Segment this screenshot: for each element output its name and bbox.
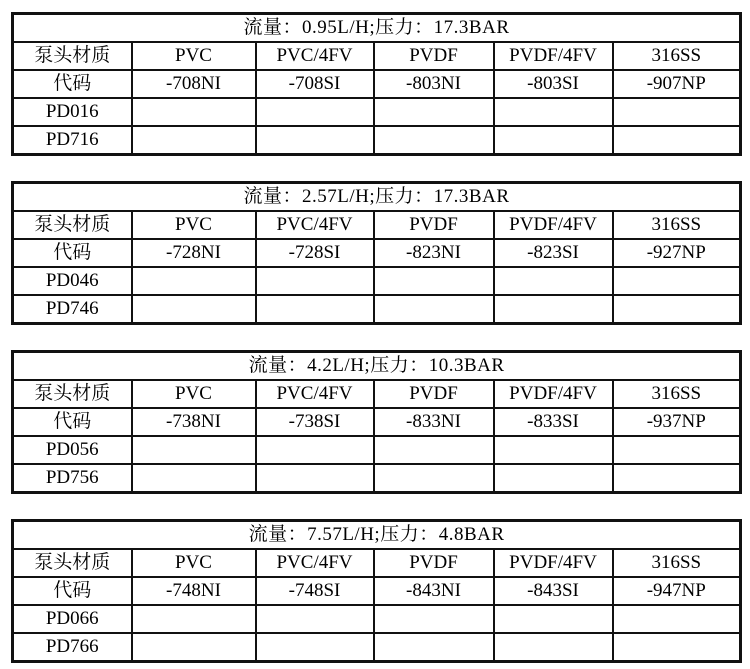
table-row — [13, 577, 741, 605]
column-header: PVC — [132, 549, 256, 577]
table-row — [13, 126, 741, 155]
column-header: PVC — [132, 380, 256, 408]
empty-cell — [494, 464, 613, 493]
column-header: PVC — [132, 211, 256, 239]
column-header: PVDF — [374, 380, 494, 408]
empty-cell — [132, 98, 256, 126]
empty-cell — [256, 98, 374, 126]
table-row — [13, 464, 741, 493]
empty-cell — [132, 267, 256, 295]
empty-cell — [494, 633, 613, 662]
code-row-label: 代码 — [13, 239, 132, 267]
empty-cell — [374, 436, 494, 464]
code-row-label: 代码 — [13, 408, 132, 436]
code-cell: -927NP — [613, 239, 741, 267]
empty-cell — [132, 605, 256, 633]
code-cell: -843NI — [374, 577, 494, 605]
spec-table-3 — [11, 350, 742, 494]
code-cell: -728SI — [256, 239, 374, 267]
column-header: PVDF/4FV — [494, 211, 613, 239]
code-cell: -708SI — [256, 70, 374, 98]
code-cell: -833NI — [374, 408, 494, 436]
column-header: 泵头材质 — [13, 211, 132, 239]
empty-cell — [256, 126, 374, 155]
model-label: PD716 — [13, 126, 132, 155]
empty-cell — [613, 98, 741, 126]
table-title: 流量：7.57L/H;压力：4.8BAR — [13, 521, 741, 550]
column-header: 316SS — [613, 549, 741, 577]
empty-cell — [613, 267, 741, 295]
empty-cell — [256, 464, 374, 493]
empty-cell — [494, 267, 613, 295]
table-row — [13, 183, 741, 212]
spec-table-2 — [11, 181, 742, 325]
column-header: 泵头材质 — [13, 42, 132, 70]
column-header: PVDF — [374, 42, 494, 70]
empty-cell — [132, 464, 256, 493]
table-row — [13, 98, 741, 126]
empty-cell — [132, 126, 256, 155]
empty-cell — [256, 295, 374, 324]
code-cell: -947NP — [613, 577, 741, 605]
spec-table-4 — [11, 519, 742, 663]
empty-cell — [374, 605, 494, 633]
spec-table-1 — [11, 12, 742, 156]
code-cell: -843SI — [494, 577, 613, 605]
empty-cell — [132, 295, 256, 324]
empty-cell — [494, 295, 613, 324]
table-row — [13, 14, 741, 43]
code-cell: -907NP — [613, 70, 741, 98]
table-row — [13, 267, 741, 295]
empty-cell — [613, 464, 741, 493]
empty-cell — [613, 633, 741, 662]
empty-cell — [494, 126, 613, 155]
code-cell: -738SI — [256, 408, 374, 436]
model-label: PD046 — [13, 267, 132, 295]
column-header: PVC/4FV — [256, 211, 374, 239]
empty-cell — [374, 633, 494, 662]
column-header: PVDF — [374, 549, 494, 577]
column-header: 316SS — [613, 380, 741, 408]
code-cell: -803SI — [494, 70, 613, 98]
code-cell: -738NI — [132, 408, 256, 436]
empty-cell — [613, 605, 741, 633]
empty-cell — [132, 633, 256, 662]
column-header: 316SS — [613, 211, 741, 239]
code-cell: -937NP — [613, 408, 741, 436]
model-label: PD016 — [13, 98, 132, 126]
table-title: 流量：2.57L/H;压力：17.3BAR — [13, 183, 741, 212]
code-cell: -823SI — [494, 239, 613, 267]
empty-cell — [374, 98, 494, 126]
code-cell: -823NI — [374, 239, 494, 267]
model-label: PD066 — [13, 605, 132, 633]
column-header: PVDF/4FV — [494, 42, 613, 70]
column-header: PVC/4FV — [256, 549, 374, 577]
code-cell: -708NI — [132, 70, 256, 98]
empty-cell — [256, 267, 374, 295]
column-header: 泵头材质 — [13, 549, 132, 577]
column-header: PVC/4FV — [256, 42, 374, 70]
code-row-label: 代码 — [13, 577, 132, 605]
column-header: PVDF/4FV — [494, 380, 613, 408]
table-row — [13, 436, 741, 464]
model-label: PD056 — [13, 436, 132, 464]
code-cell: -728NI — [132, 239, 256, 267]
model-label: PD766 — [13, 633, 132, 662]
empty-cell — [374, 126, 494, 155]
table-title: 流量：4.2L/H;压力：10.3BAR — [13, 352, 741, 381]
table-row — [13, 211, 741, 239]
empty-cell — [494, 98, 613, 126]
column-header: PVDF — [374, 211, 494, 239]
empty-cell — [256, 436, 374, 464]
code-cell: -748NI — [132, 577, 256, 605]
column-header: PVC — [132, 42, 256, 70]
model-label: PD746 — [13, 295, 132, 324]
empty-cell — [494, 605, 613, 633]
table-row — [13, 521, 741, 550]
empty-cell — [256, 605, 374, 633]
table-row — [13, 239, 741, 267]
table-row — [13, 408, 741, 436]
code-cell: -833SI — [494, 408, 613, 436]
table-row — [13, 352, 741, 381]
empty-cell — [374, 295, 494, 324]
column-header: PVC/4FV — [256, 380, 374, 408]
column-header: 泵头材质 — [13, 380, 132, 408]
column-header: PVDF/4FV — [494, 549, 613, 577]
table-row — [13, 70, 741, 98]
table-row — [13, 380, 741, 408]
empty-cell — [613, 126, 741, 155]
empty-cell — [132, 436, 256, 464]
table-row — [13, 549, 741, 577]
model-label: PD756 — [13, 464, 132, 493]
table-row — [13, 42, 741, 70]
table-row — [13, 295, 741, 324]
empty-cell — [374, 464, 494, 493]
empty-cell — [374, 267, 494, 295]
empty-cell — [256, 633, 374, 662]
table-row — [13, 605, 741, 633]
code-row-label: 代码 — [13, 70, 132, 98]
empty-cell — [613, 436, 741, 464]
column-header: 316SS — [613, 42, 741, 70]
empty-cell — [613, 295, 741, 324]
empty-cell — [494, 436, 613, 464]
code-cell: -748SI — [256, 577, 374, 605]
table-row — [13, 633, 741, 662]
table-title: 流量：0.95L/H;压力：17.3BAR — [13, 14, 741, 43]
code-cell: -803NI — [374, 70, 494, 98]
